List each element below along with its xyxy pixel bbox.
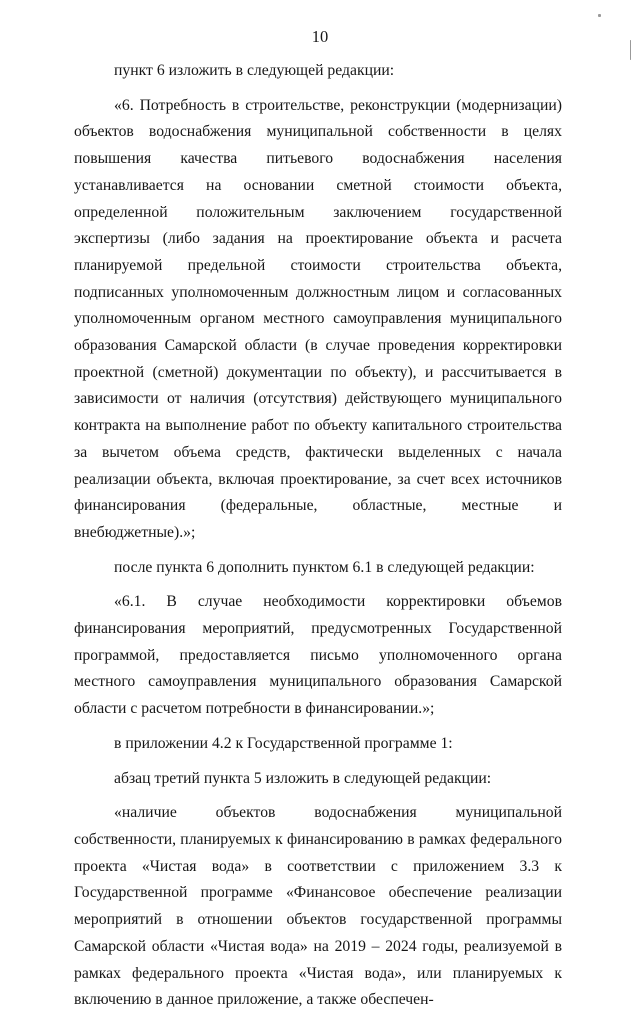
paragraph-point-5-intro: абзац третий пункта 5 изложить в следующей редакции:	[114, 769, 492, 787]
scan-mark-top-right	[598, 14, 601, 17]
document-body	[74, 58, 562, 1014]
page-number: 10	[311, 27, 329, 46]
paragraph-intro-point-6: пункт 6 изложить в следующей редакции:	[114, 62, 395, 79]
paragraph-point-6-1-text: «6.1. В случае необходимости корректировки объемов финансирования мероприятий, предусмотренных Государственной программой, предоставляется письмо уполномоченного органа местного самоуправления муниципального образования Самарской области с расчетом потребности в финансировании.»;	[74, 593, 562, 718]
paragraph-appendix-4-2: в приложении 4.2 к Государственной программе 1:	[114, 734, 453, 752]
scan-mark-right-edge	[630, 40, 631, 60]
paragraph-intro-point-6-1: после пункта 6 дополнить пунктом 6.1 в следующей редакции:	[114, 558, 535, 576]
paragraph-point-5-text: «наличие объектов водоснабжения муниципальной собственности, планируемых к финансированию в рамках федерального проекта «Чистая вода» в соответствии с приложением 3.3 к Государственной программе «Финансовое обеспечение реализации мероприятий в отношении объектов государственной программы Самарской области «Чистая вода» на 2019 – 2024 годы, реализуемой в рамках федерального проекта «Чистая вода», или планируемых к включению в данное приложение, а также обеспечен-	[74, 804, 562, 1009]
paragraph-point-6-text: «6. Потребность в строительстве, реконструкции (модернизации) объектов водоснабжения муниципальной собственности в целях повышения качества питьевого водоснабжения населения устанавливается на основании сметной стоимости объекта, определенной положительным заключением государственной экспертизы (либо задания на проектирование объекта и расчета планируемой предельной стоимости строительства объекта, подписанных уполномоченным должностным лицом и согласованных уполномоченным органом местного самоуправления муниципального образования Самарской области (в случае проведения корректировки проектной (сметной) документации по объекту), и рассчитывается в зависимости от наличия (отсутствия) действующего муниципального контракта на выполнение работ по объекту капитального строительства за вычетом объема средств, фактически выделенных с начала реализации объекта, включая проектирование, за счет всех источников финансирования (федеральные, областные, местные и внебюджетные).»;	[74, 96, 562, 541]
